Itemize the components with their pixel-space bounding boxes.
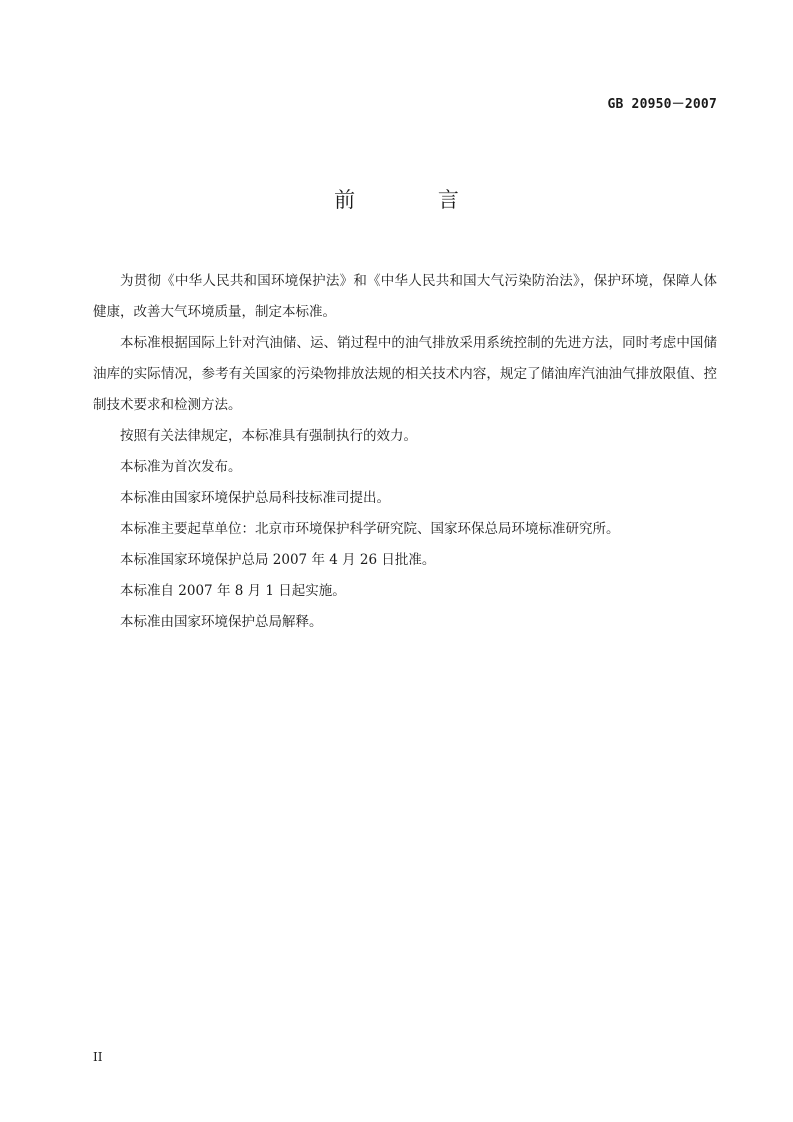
paragraph: 按照有关法律规定，本标准具有强制执行的效力。 [120, 428, 417, 444]
paragraph: 本标准由国家环境保护总局解释。 [120, 614, 323, 630]
paragraph: 本标准由国家环境保护总局科技标准司提出。 [120, 490, 390, 506]
paragraph: 本标准自 2007 年 8 月 1 日起实施。 [120, 583, 346, 599]
paragraph: 为贯彻《中华人民共和国环境保护法》和《中华人民共和国大气污染防治法》，保护环境，保障人体健康，改善大气环境质量，制定本标准。 [93, 273, 717, 320]
document-body [93, 266, 717, 638]
page-number: II [93, 1050, 103, 1064]
paragraph: 本标准根据国际上针对汽油储、运、销过程中的油气排放采用系统控制的先进方法，同时考虑中国储油库的实际情况，参考有关国家的污染物排放法规的相关技术内容，规定了储油库汽油油气排放限值、控制技术要求和检测方法。 [93, 335, 717, 413]
paragraph: 本标准主要起草单位：北京市环境保护科学研究院、国家环保总局环境标准研究所。 [120, 521, 620, 537]
page-title: 前 言 [334, 188, 497, 212]
standard-code: GB 20950－2007 [607, 97, 717, 112]
paragraph: 本标准国家环境保护总局 2007 年 4 月 26 日批准。 [120, 552, 436, 568]
paragraph: 本标准为首次发布。 [120, 459, 242, 475]
